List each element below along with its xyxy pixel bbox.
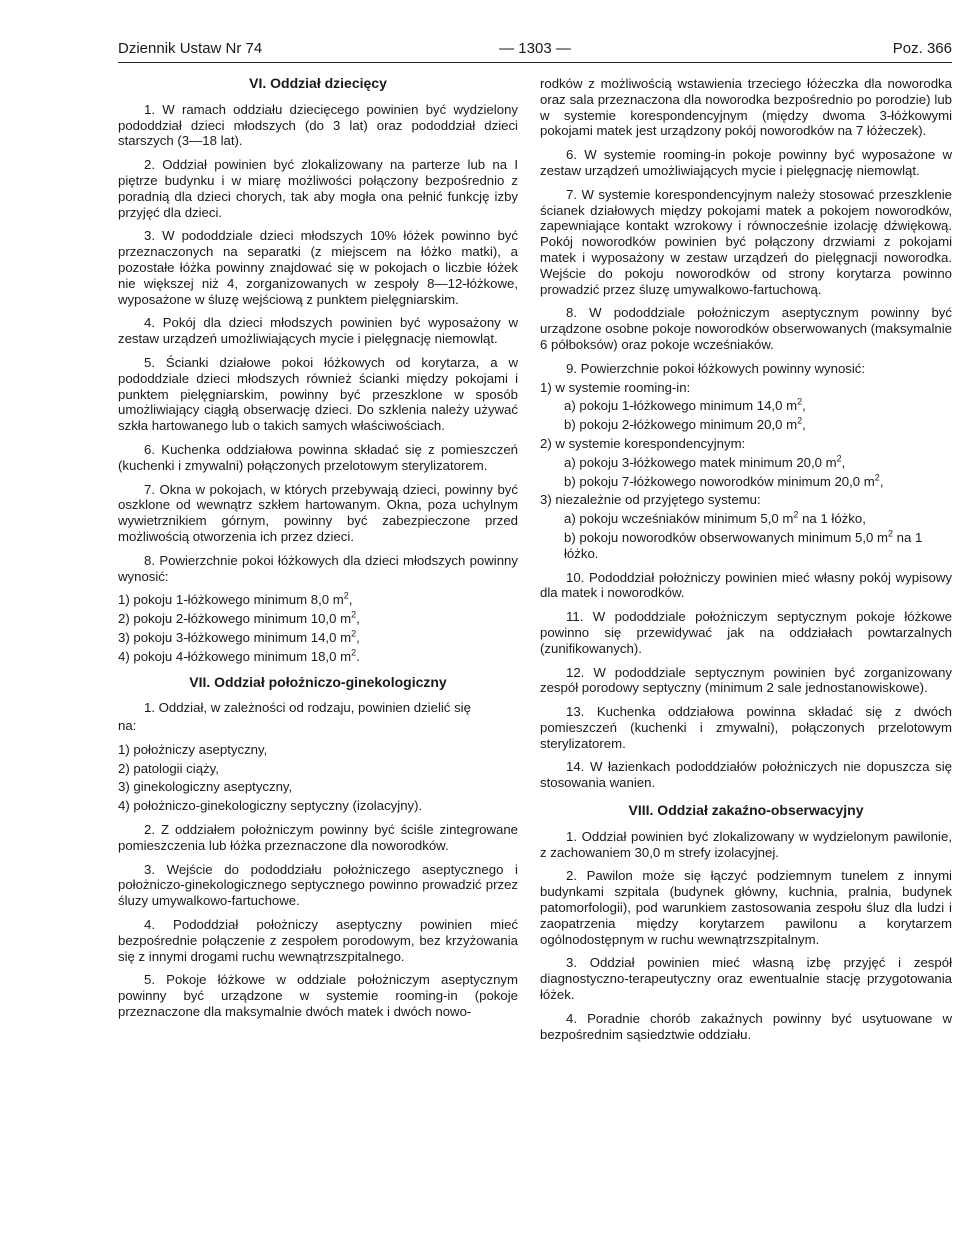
paragraph: 3. Oddział powinien mieć własną izbę przyjęć i zespół diagnostyczno-terapeutyczny oraz ewentualnie stację przygotowania łóżek. [540,955,952,1003]
paragraph: 4. Poradnie chorób zakaźnych powinny być usytuowane w bezpośrednim sąsiedztwie oddziału. [540,1010,952,1042]
paragraph: 9. Powierzchnie pokoi łóżkowych powinny wynosić: [566,360,866,376]
list-subitem: a) pokoju wcześniaków minimum 5,0 $m^2$ na 1 łóżko, [564,509,866,527]
paragraph: 7. W systemie korespondencyjnym należy stosować przeszklenie ścianek działowych między pokojami matek a pokojem noworodków, zapewniające kontakt wzrokowy i równocześnie izolację dźwiękową. Pokój noworodków powinien być połączony drzwiami z pokojami matek i wyposażony w zestaw urządzeń do pielęgnacji noworodka. Wejście do pokoju noworodków od strony korytarza powinno prowadzić przez śluzę umywalkowo-fartuchową. [540,186,952,297]
paragraph: 8. Powierzchnie pokoi łóżkowych dla dzieci młodszych powinny wynosić: [118,552,518,584]
right-column [540,76,952,1050]
paragraph: 4. Pokój dla dzieci młodszych powinien być wyposażony w zestaw urządzeń umożliwiających mycie i pielęgnację niemowląt. [118,315,518,347]
paragraph: 5. Pokoje łóżkowe w oddziale położniczym aseptycznym powinny być urządzone w systemie rooming-in (pokoje przeznaczone dla maksymalnie dwóch matek i dwóch nowo- [118,972,518,1020]
list-subitem: b) pokoju 7-łóżkowego noworodków minimum 20,0 $m^2$, [564,472,884,489]
list-item: 2) w systemie korespondencyjnym: [540,435,746,451]
list-subitem: a) pokoju 1-łóżkowego minimum 14,0 $m^2$, [564,396,806,414]
list-subitem: b) pokoju 2-łóżkowego minimum 20,0 $m^2$, [564,415,806,433]
section-title-vi: VI. Oddział dziecięcy [249,75,387,91]
list-item: 3) niezależnie od przyjętego systemu: [540,492,761,508]
paragraph: 3. W pododdziale dzieci młodszych 10% łóżek powinno być przeznaczonych na separatki (z miejscem na łóżko matki), a pozostałe łóżka powinny znajdować się w pokojach o liczbie łóżek nie większej niż 4, zorganizowanych w zespoły 8—12-łóżkowe, wyposażone w śluzę wejściową z punktem pielęgniarskim. [118,228,518,307]
journal-title: Dziennik Ustaw Nr 74 [118,40,263,57]
list-subitem: b) pokoju noworodków obserwowanych minimum 5,0 $m^2$ na 1 łóżko. [564,528,923,561]
paragraph-continuation: rodków z możliwością wstawienia trzeciego łóżeczka dla noworodka oraz sala przeznaczona dla noworodka bezpośrednio po porodzie) lub w systemie korespondencyjnym (między dwoma 3-łóżkowymi pokojami matek jest urządzony pokój noworodków na 7 łóżeczek). [540,76,952,139]
paragraph: 1. W ramach oddziału dziecięcego powinien być wydzielony pododdział dzieci młodszych (do 3 lat) oraz pododdział dzieci starszych (3—18 lat). [118,101,518,149]
paragraph: 3. Wejście do pododdziału położniczego aseptycznego i położniczo-ginekologicznego septycznego powinno prowadzić przez śluzy umywalkowo-fartuchowe. [118,861,518,909]
paragraph: 13. Kuchenka oddziałowa powinna składać się z dwóch pomieszczeń (kuchenki i zmywalni), połączonych przelotowym sterylizatorem. [540,704,952,751]
paragraph: 6. W systemie rooming-in pokoje powinny być wyposażone w zestaw urządzeń umożliwiających mycie i pielęgnację niemowląt. [540,147,952,178]
list-item: 3) pokoju 3-łóżkowego minimum 14,0 $m^2$, [118,628,360,645]
paragraph: 7. Okna w pokojach, w których przebywają dzieci, powinny być oszklone od wewnątrz szkłem hartowanym. Okna, poza uchylnym wywietrznikiem górnym, powinny być zabezpieczone przed możliwością otworzenia ich przez dzieci. [118,481,518,544]
page-number: — 1303 — [499,40,571,57]
paragraph: 2. Oddział powinien być zlokalizowany na parterze lub na I piętrze budynku i w miarę możliwości połączony bezpośrednio z poradnią dla dzieci chorych, tak aby mogła ona pełnić funkcję izby przyjęć dla dzieci. [118,157,518,220]
list-item: 1) w systemie rooming-in: [540,379,691,395]
paragraph-continuation: na: [118,718,137,734]
paragraph: 10. Pododdział położniczy powinien mieć własny pokój wypisowy dla matek i noworodków. [540,569,952,601]
list-subitem: a) pokoju 3-łóżkowego matek minimum 20,0 $m^2$, [564,453,846,470]
paragraph: 14. W łazienkach pododdziałów położniczych nie dopuszcza się stosowania wanien. [540,759,952,791]
list [540,380,952,562]
paragraph: 4. Pododdział położniczy aseptyczny powinien mieć bezpośrednie połączenie z zespołem porodowym, bez krzyżowania się z innymi drogami ruchu wewnątrzszpitalnego. [118,917,518,964]
paragraph: 5. Ścianki działowe pokoi łóżkowych od korytarza, a w pododdziale dzieci młodszych również ścianki między pokojami i punktem pielęgniarskim, powinny być przeszklone w sposób umożliwiający ciągłą obserwację dzieci. Do szklenia należy używać szkła hartowanego lub o takich samych właściwościach. [118,354,518,434]
list [118,742,518,814]
position-number: Poz. 366 [892,40,952,57]
paragraph: 1. Oddział, w zależności od rodzaju, powinien dzielić się [144,700,471,716]
list-item: 4) pokoju 4-łóżkowego minimum 18,0 $m^2$. [118,647,360,664]
list-item: 2) pokoju 2-łóżkowego minimum 10,0 $m^2$, [118,609,360,627]
paragraph: 12. W pododdziale septycznym powinien być zorganizowany zespół porodowy septyczny (minimum 2 sale jednostanowiskowe). [540,664,952,696]
paragraph: 1. Oddział powinien być zlokalizowany w wydzielonym pawilonie, z zachowaniem 30,0 m strefy izolacyjnej. [540,828,952,860]
list [118,592,518,664]
page-header [118,40,952,62]
list-item: 2) patologii ciąży, [118,760,219,776]
list-item: 3) ginekologiczny aseptyczny, [118,779,293,795]
paragraph: 2. Pawilon może się łączyć podziemnym tunelem z innymi budynkami szpitala (budynek główny, kuchnia, pralnia, budynek patomorfologii), pod warunkiem zastosowania zespołu śluz dla ludzi i zaopatrzenia między korytarzem pawilonu a korytarzem ogólnodostępnym w ruchu wewnątrzszpitalnym. [540,868,952,947]
list-item: 4) położniczo-ginekologiczny septyczny (izolacyjny). [118,798,423,814]
section-title-vii: VII. Oddział położniczo-ginekologiczny [189,673,447,690]
left-column [118,76,518,1028]
paragraph: 8. W pododdziale położniczym aseptycznym powinny być urządzone osobne pokoje noworodków obserwowanych (maksymalnie 6 półboksów) oraz pokoje wcześniaków. [540,305,952,352]
list-item: 1) położniczy aseptyczny, [118,741,268,757]
paragraph: 11. W pododdziale położniczym septycznym pokoje łóżkowe powinno się przewidywać jak na oddziałach powtarzalnych (zunifikowanych). [540,609,952,656]
paragraph: 6. Kuchenka oddziałowa powinna składać się z pomieszczeń (kuchenki i zmywalni) połączonych przelotowym sterylizatorem. [118,441,518,473]
section-title-viii: VIII. Oddział zakaźno-obserwacyjny [628,802,864,819]
list-item: 1) pokoju 1-łóżkowego minimum 8,0 $m^2$, [118,590,353,608]
paragraph: 2. Z oddziałem położniczym powinny być ściśle zintegrowane pomieszczenia lub łóżka przeznaczone dla noworodków. [118,822,518,853]
header-rule [118,62,952,63]
